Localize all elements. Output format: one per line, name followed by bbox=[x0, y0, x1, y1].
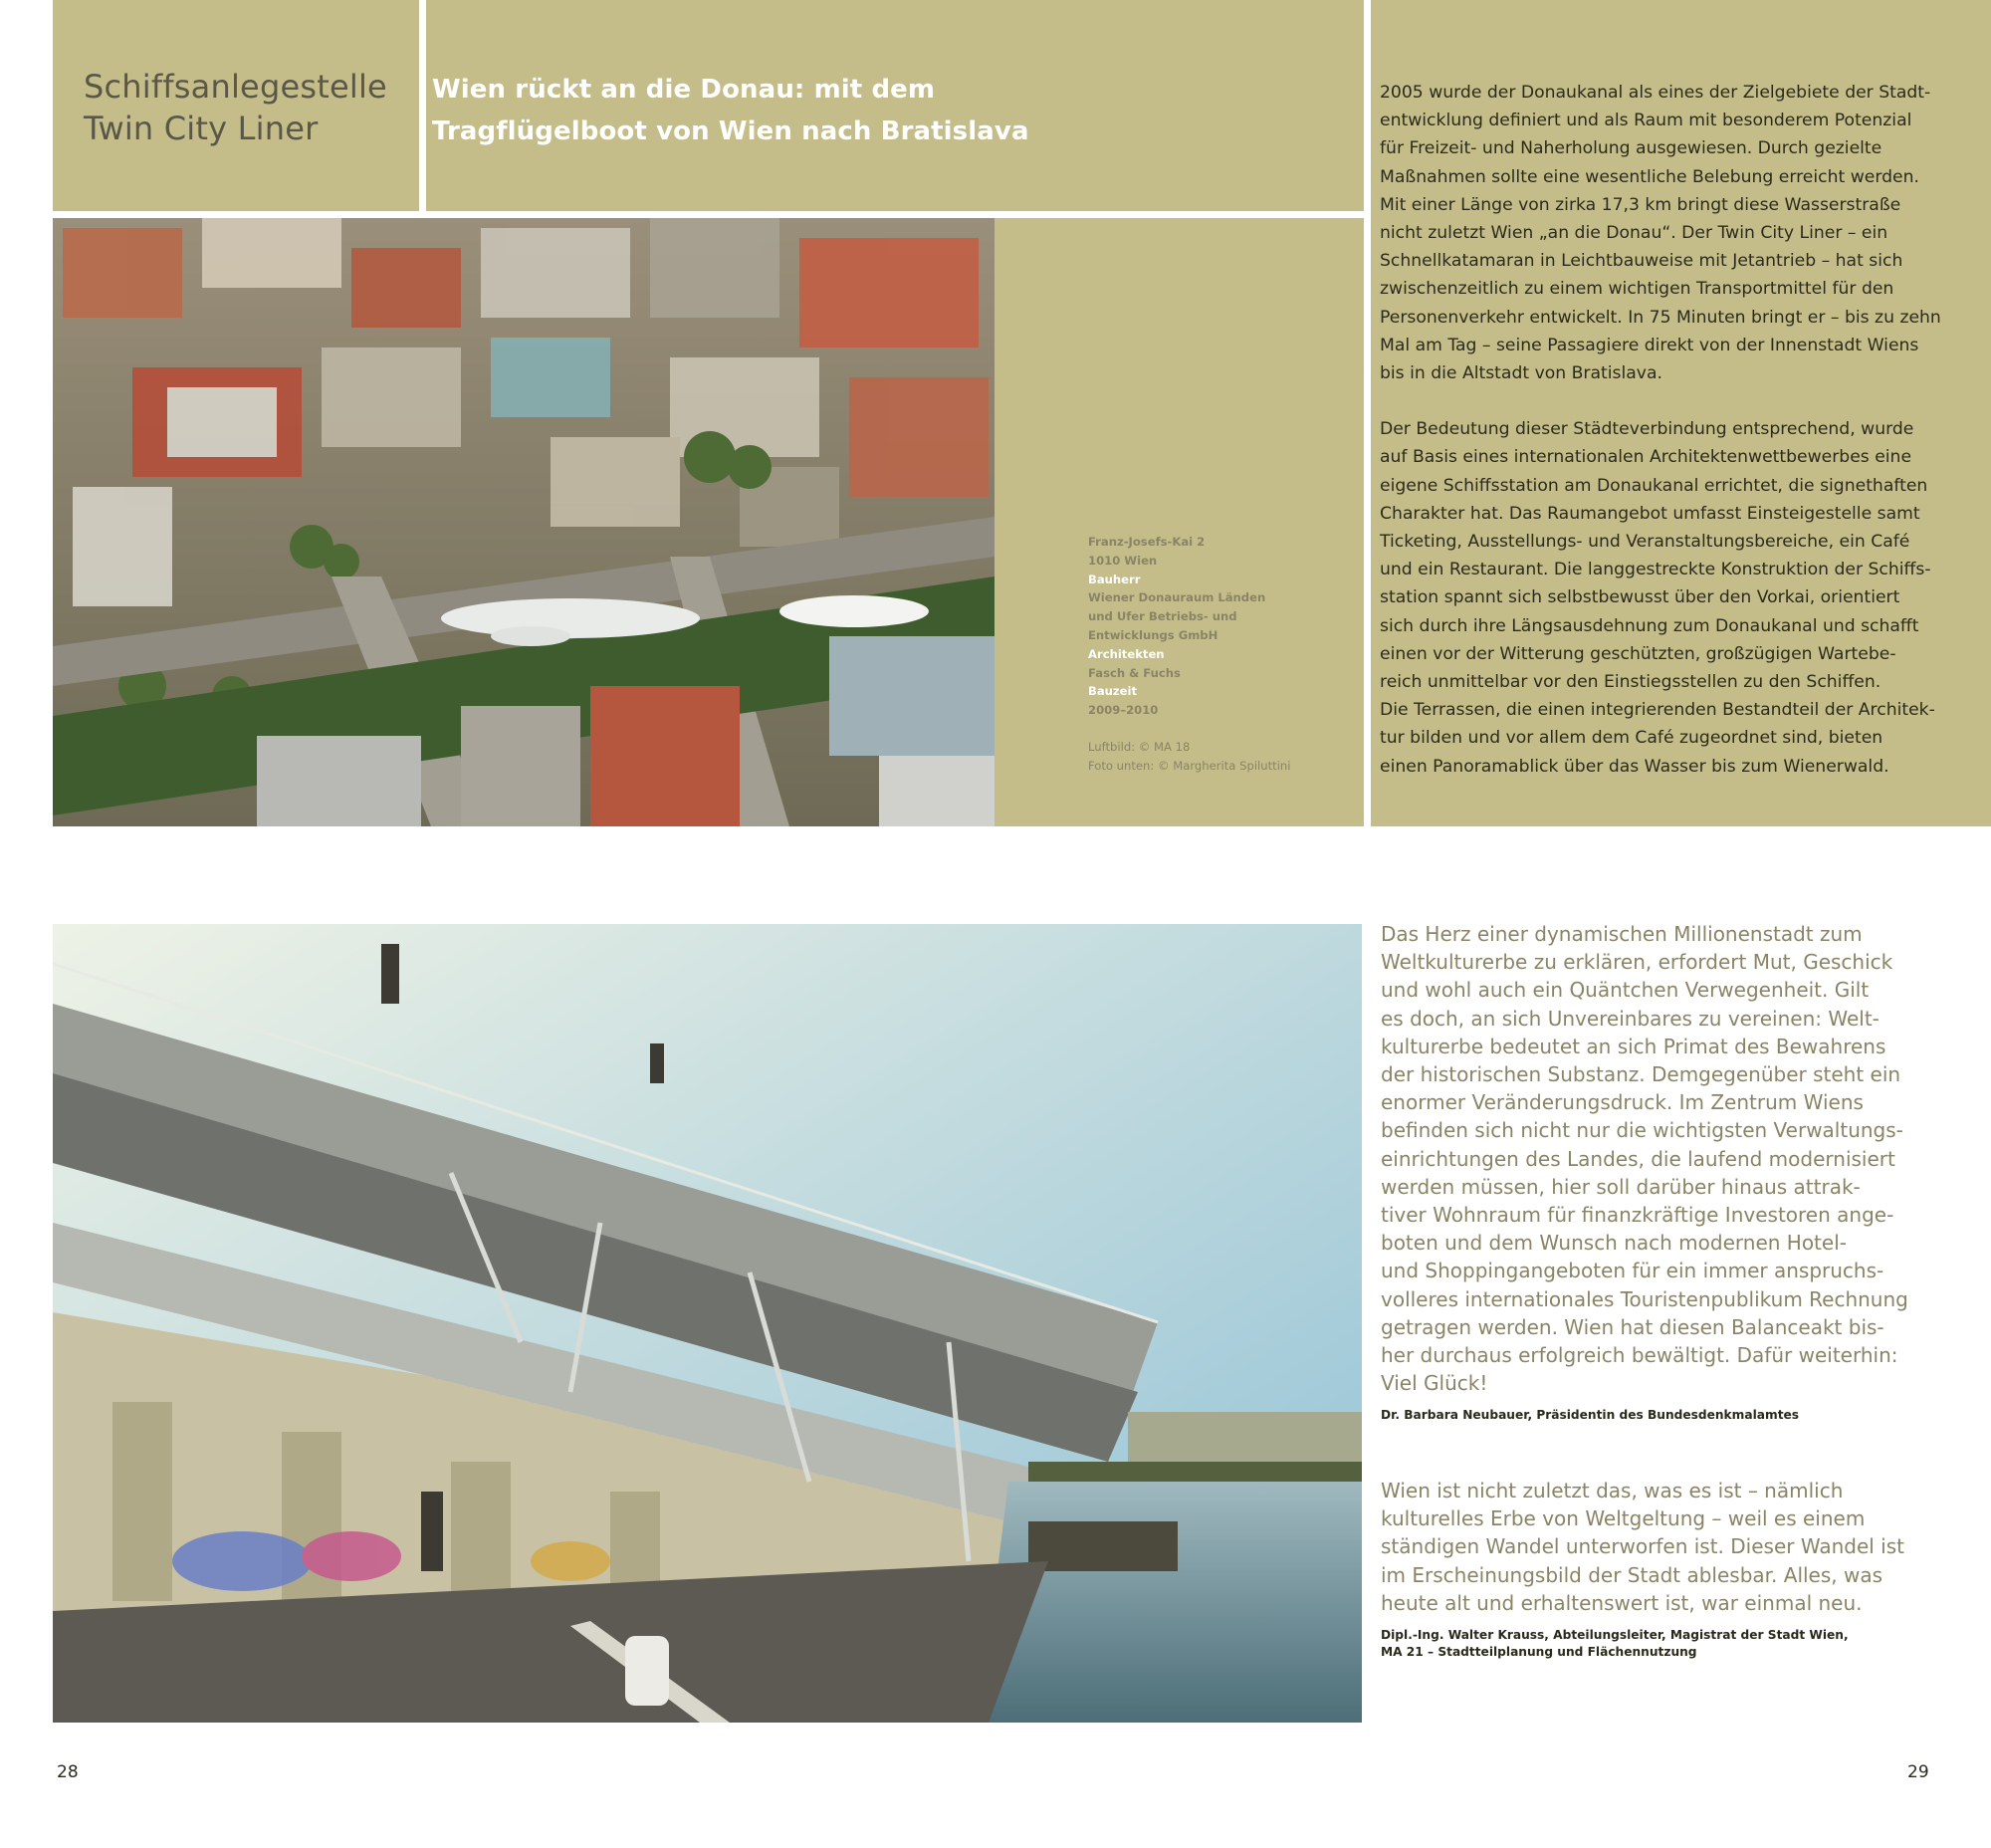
quote-krauss: Wien ist nicht zuletzt das, was es ist – nämlich kulturelles Erbe von Weltgeltung – weil es einem ständigen Wandel unterworfen ist. Dieser Wandel ist im Erscheinungsbild der Stadt ablesbar. Alles, was heute alt und erhaltenswert ist, war einmal neu. Dipl.-Ing. Walter Krauss, Abteilungsleiter, Magistrat der Stadt Wien, MA 21 – Stadtteilplanung und Flächennutzung bbox=[1381, 1477, 1938, 1660]
period-value: 2009–2010 bbox=[1088, 703, 1159, 718]
address-line-2: 1010 Wien bbox=[1088, 553, 1158, 568]
client-label: Bauherr bbox=[1088, 572, 1141, 586]
photo-credits bbox=[1088, 738, 1357, 776]
client-line-2: und Ufer Betriebs- und bbox=[1088, 609, 1237, 624]
credit-line-1: Luftbild: © MA 18 bbox=[1088, 739, 1191, 754]
terminal-photo-illustration bbox=[53, 924, 1362, 1723]
quote-neubauer: Das Herz einer dynamischen Millionenstadt zum Weltkulturerbe zu erklären, erfordert Mut, Geschick und wohl auch ein Quäntchen Verwegenheit. Gilt es doch, an sich Unvereinbares zu vereinen: Welt- kulturerbe bedeutet an sich Primat des Bewahrens der historischen Substanz. Demgegenüber steht ein enormer Veränderungsdruck. Im Zentrum Wiens befinden sich nicht nur die wichtigsten Verwaltungs- einrichtungen des Landes, die laufend modernisiert werden müssen, hier soll darüber hinaus attrak- tiver Wohnraum für finanzkräftige Investoren ange- boten und dem Wunsch nach modernen Hotel- und Shoppingangeboten für ein immer anspruchs- volleres internationales Touristenpublikum Rechnung getragen werden. Wien hat diesen Balanceakt bis- her durchaus erfolgreich bewältigt. Dafür weiterhin: Viel Glück! Dr. Barbara Neubauer, Präsidentin des Bundesdenkmalamtes bbox=[1381, 920, 1938, 1424]
aerial-photo bbox=[53, 218, 995, 826]
headline-panel bbox=[426, 0, 1364, 211]
headline-line-1: Wien rückt an die Donau: mit dem bbox=[432, 75, 936, 105]
body-paragraph-1: 2005 wurde der Donaukanal als eines der Zielgebiete der Stadt- entwicklung definiert und als Raum mit besonderem Potenzial für Freizeit- und Naherholung ausgewiesen. Durch gezielte Maßnahmen sollte eine wesentliche Belebung erreicht werden. Mit einer Länge von zirka 17,3 km bringt diese Wasserstraße nicht zuletzt Wien „an die Donau“. Der Twin City Liner – ein Schnellkatamaran in Leichtbauweise mit Jetantrieb – hat sich zwischenzeitlich zu einem wichtigen Transportmittel für den Personenverkehr entwickelt. In 75 Minuten bringt er – bis zu zehn Mal am Tag – seine Passagiere direkt von der Innenstadt Wiens bis in die Altstadt von Bratislava. bbox=[1380, 83, 1941, 384]
headline bbox=[432, 69, 1328, 152]
aerial-photo-illustration bbox=[53, 218, 995, 826]
project-info-panel bbox=[995, 218, 1364, 826]
title-panel bbox=[53, 0, 419, 211]
address-line-1: Franz-Josefs-Kai 2 bbox=[1088, 535, 1206, 549]
quote-attribution: Dipl.-Ing. Walter Krauss, Abteilungsleiter, Magistrat der Stadt Wien, MA 21 – Stadtteilplanung und Flächennutzung bbox=[1381, 1628, 1849, 1659]
title-line-1: Schiffsanlegestelle bbox=[84, 68, 387, 106]
title-line-2: Twin City Liner bbox=[84, 110, 319, 147]
quote-attribution: Dr. Barbara Neubauer, Präsidentin des Bundesdenkmalamtes bbox=[1381, 1408, 1800, 1423]
credit-line-2: Foto unten: © Margherita Spiluttini bbox=[1088, 758, 1291, 773]
project-info bbox=[1088, 533, 1357, 776]
period-label: Bauzeit bbox=[1088, 684, 1138, 699]
terminal-photo bbox=[53, 924, 1362, 1723]
client-line-3: Entwicklungs GmbH bbox=[1088, 627, 1218, 642]
page-number-right: 29 bbox=[1907, 1762, 1929, 1782]
body-paragraph-2: Der Bedeutung dieser Städteverbindung entsprechend, wurde auf Basis eines internationalen Architektenwettbewerbes eine eigene Schiffsstation am Donaukanal errichtet, die signethaften Charakter hat. Das Raumangebot umfasst Einsteigestelle samt Ticketing, Ausstellungs- und Veranstaltungsbereiche, ein Café und ein Restaurant. Die langgestreckte Konstruktion der Schiffs- station spannt sich selbstbewusst über den Vorkai, orientiert sich durch ihre Längsausdehnung zum Donaukanal und schafft einen vor der Witterung geschützten, großzügigen Wartebe- reich unmittelbar vor den Einstiegsstellen zu den Schiffen. Die Terrassen, die einen integrierenden Bestandteil der Architek- tur bilden und vor allem dem Café zugeordnet sind, bieten einen Panoramablick über das Wasser bis zum Wienerwald. bbox=[1380, 419, 1935, 777]
client-line-1: Wiener Donauraum Länden bbox=[1088, 590, 1266, 605]
body-text-panel bbox=[1371, 0, 1991, 826]
architects-label: Architekten bbox=[1088, 646, 1165, 661]
page-title bbox=[84, 66, 387, 149]
page-number-left: 28 bbox=[57, 1762, 79, 1782]
body-text bbox=[1380, 79, 1957, 808]
headline-line-2: Tragflügelboot von Wien nach Bratislava bbox=[432, 116, 1029, 146]
architects-value: Fasch & Fuchs bbox=[1088, 665, 1181, 680]
